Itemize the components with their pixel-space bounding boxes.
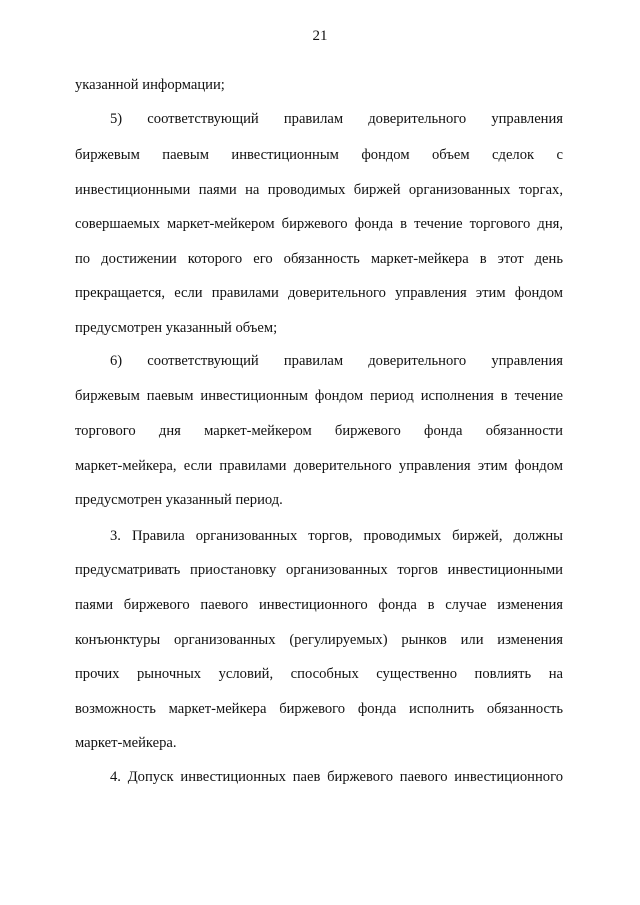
text-line: маркет-мейкера. xyxy=(75,735,177,751)
text-line: биржевым паевым инвестиционным фондом период исполнения в течение xyxy=(75,388,563,404)
text-line: возможность маркет-мейкера биржевого фонда исполнить обязанность xyxy=(75,701,563,717)
text-line: 3. Правила организованных торгов, проводимых биржей, должны xyxy=(110,528,563,544)
text-line: предусматривать приостановку организованных торгов инвестиционными xyxy=(75,562,563,578)
text-line: торгового дня маркет-мейкером биржевого фонда обязанности xyxy=(75,423,563,439)
text-line: 5) соответствующий правилам доверительного управления xyxy=(110,111,563,127)
text-line: биржевым паевым инвестиционным фондом объем сделок с xyxy=(75,147,563,163)
text-line: указанной информации; xyxy=(75,77,225,93)
text-line: 6) соответствующий правилам доверительного управления xyxy=(110,353,563,369)
text-line: инвестиционными паями на проводимых биржей организованных торгах, xyxy=(75,182,563,198)
text-line: предусмотрен указанный объем; xyxy=(75,320,278,336)
text-line: прочих рыночных условий, способных существенно повлиять на xyxy=(75,666,563,682)
text-line: маркет-мейкера, если правилами доверительного управления этим фондом xyxy=(75,458,563,474)
text-line: прекращается, если правилами доверительного управления этим фондом xyxy=(75,285,563,301)
text-line: конъюнктуры организованных (регулируемых) рынков или изменения xyxy=(75,632,563,648)
text-line: предусмотрен указанный период. xyxy=(75,492,283,508)
text-line: по достижении которого его обязанность маркет-мейкера в этот день xyxy=(75,251,563,267)
text-line: 4. Допуск инвестиционных паев биржевого паевого инвестиционного xyxy=(110,769,563,785)
page-number: 21 xyxy=(312,28,328,44)
text-line: совершаемых маркет-мейкером биржевого фонда в течение торгового дня, xyxy=(75,216,563,232)
text-line: паями биржевого паевого инвестиционного фонда в случае изменения xyxy=(75,597,563,613)
